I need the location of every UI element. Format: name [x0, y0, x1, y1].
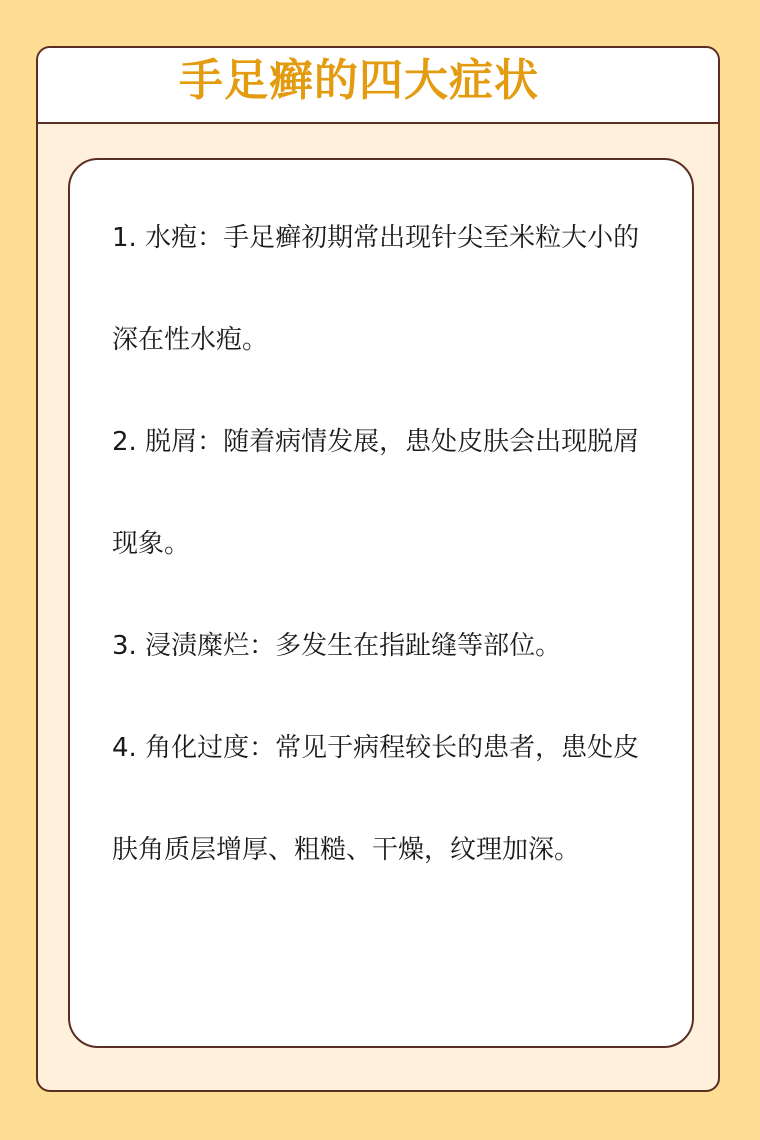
symptom-list: [112, 187, 652, 901]
symptom-item-3: 3. 浸渍糜烂：多发生在指趾缝等部位。: [112, 631, 562, 661]
symptom-item-1: 1. 水疱：手足癣初期常出现针尖至米粒大小的深在性水疱。: [112, 223, 640, 355]
content-panel: [68, 158, 694, 1048]
info-card: [36, 46, 720, 1092]
page-title: 手足癣的四大症状: [179, 55, 539, 106]
card-header: [38, 48, 718, 124]
symptom-item-4: 4. 角化过度：常见于病程较长的患者，患处皮肤角质层增厚、粗糙、干燥，纹理加深。: [112, 733, 640, 865]
symptom-item-2: 2. 脱屑：随着病情发展，患处皮肤会出现脱屑现象。: [112, 427, 640, 559]
